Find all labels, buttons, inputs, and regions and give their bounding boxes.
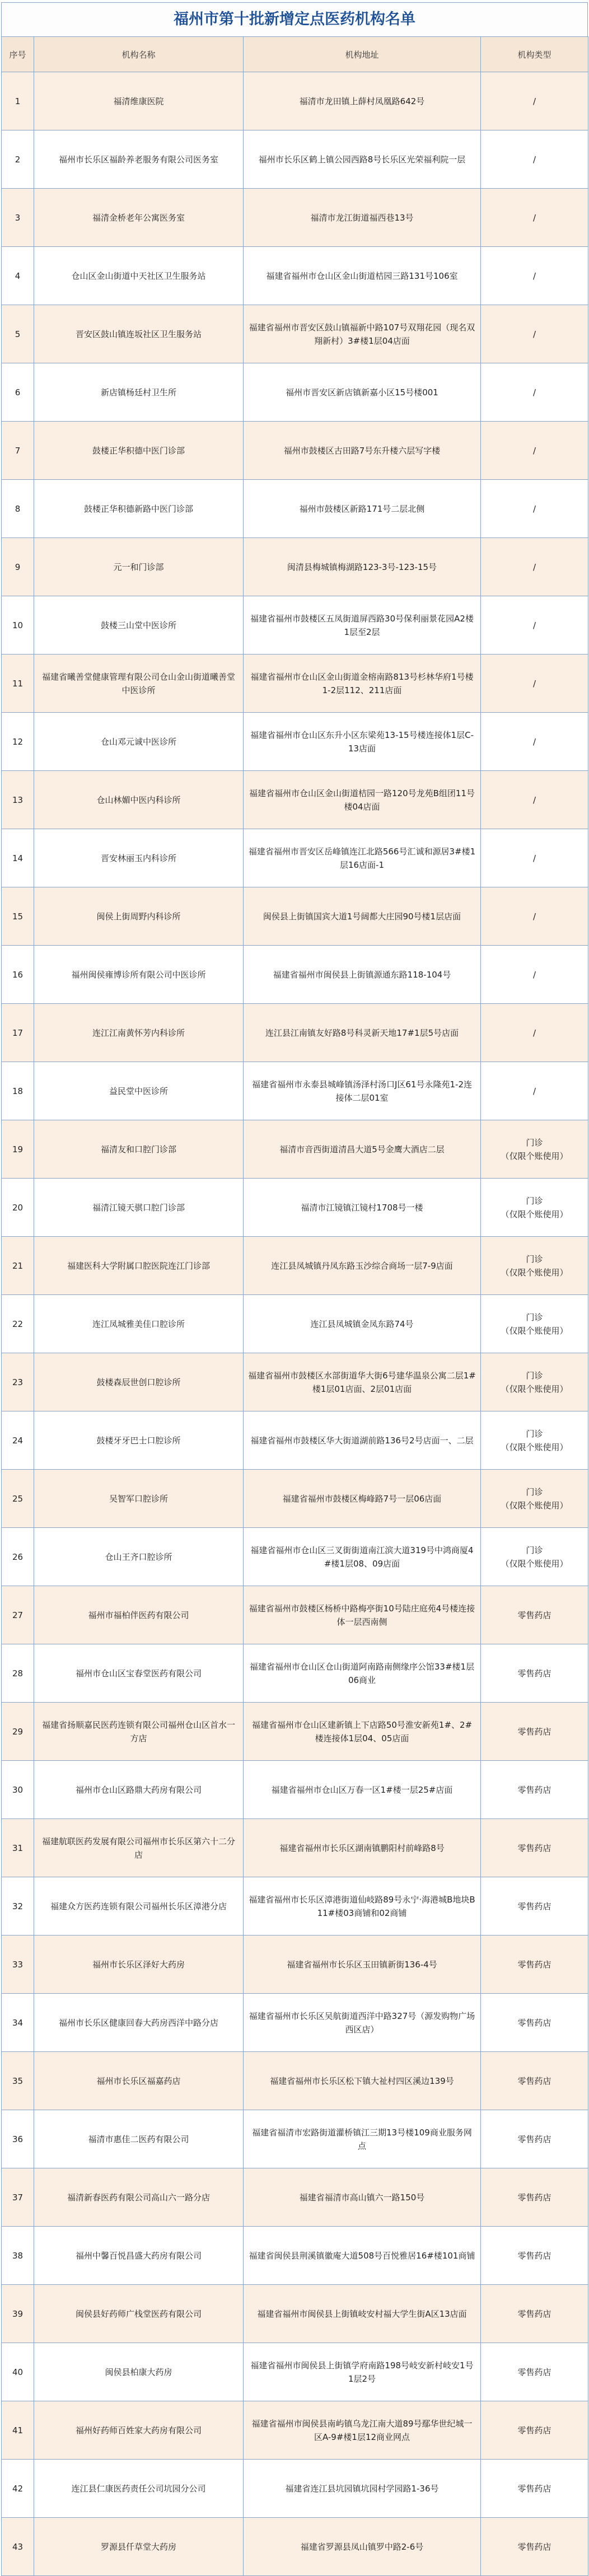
table-row (2, 72, 588, 130)
institution-name: 福州市福柏伴医药有限公司 (34, 1586, 244, 1644)
table-row (2, 1237, 588, 1295)
institution-name: 福州市仓山区宝春堂医药有限公司 (34, 1644, 244, 1703)
institution-name: 福清江镜天骐口腔门诊部 (34, 1179, 244, 1237)
table-row (2, 829, 588, 887)
header-address: 机构地址 (244, 37, 481, 72)
institution-type: 零售药店 (481, 2460, 588, 2518)
institution-name: 福建省扬顺嘉民医药连锁有限公司福州仓山区首水一方店 (34, 1703, 244, 1761)
table-row (2, 887, 588, 946)
institution-type: 门诊 （仅限个账使用） (481, 1237, 588, 1295)
institution-address: 福建省福州市长乐区玉田镇新街136-4号 (244, 1935, 481, 1994)
institution-type: 零售药店 (481, 2168, 588, 2227)
header-name: 机构名称 (34, 37, 244, 72)
row-index: 7 (2, 422, 34, 480)
table-row (2, 2343, 588, 2401)
document (1, 2, 588, 2576)
row-index: 24 (2, 1411, 34, 1470)
institution-type: 门诊 （仅限个账使用） (481, 1528, 588, 1586)
institution-type: 门诊 （仅限个账使用） (481, 1179, 588, 1237)
institution-type: 零售药店 (481, 2343, 588, 2401)
institution-type: 零售药店 (481, 1994, 588, 2052)
institution-address: 福建省连江县坑园镇坑园村学园路1-36号 (244, 2460, 481, 2518)
institution-address: 福建省福州市仓山区金山街道桔园三路131号106室 (244, 247, 481, 305)
institution-address: 福清市音西街道清昌大道5号金鹰大酒店二层 (244, 1120, 481, 1179)
institution-name: 闽侯县柏康大药房 (34, 2343, 244, 2401)
row-index: 5 (2, 305, 34, 363)
institution-address: 福建省福州市闽侯县上街镇岐安村福大学生街A区13店面 (244, 2285, 481, 2343)
institution-type: / (481, 363, 588, 422)
institution-type: / (481, 654, 588, 713)
row-index: 8 (2, 480, 34, 538)
row-index: 41 (2, 2401, 34, 2460)
institution-name: 晋安林丽玉内科诊所 (34, 829, 244, 887)
institution-type: 零售药店 (481, 1819, 588, 1877)
table-row (2, 713, 588, 771)
institution-address: 闽侯县上街镇国宾大道1号阔都大庄园90号楼1层店面 (244, 887, 481, 946)
institution-address: 福建省福州市仓山区万春一区1#楼一层25#店面 (244, 1761, 481, 1819)
institution-type: 门诊 （仅限个账使用） (481, 1353, 588, 1411)
institution-name: 仓山邓元诚中医诊所 (34, 713, 244, 771)
table-row (2, 946, 588, 1004)
table-row (2, 1877, 588, 1935)
row-index: 18 (2, 1062, 34, 1120)
table-row (2, 1120, 588, 1179)
institution-type: 零售药店 (481, 2227, 588, 2285)
institution-address: 福建省闽侯县荆溪镇徽庵大道508号百悦雅居16#楼101商铺 (244, 2227, 481, 2285)
table-row (2, 1703, 588, 1761)
institution-name: 福建航联医药发展有限公司福州市长乐区第六十二分店 (34, 1819, 244, 1877)
table-row (2, 1062, 588, 1120)
row-index: 23 (2, 1353, 34, 1411)
institution-address: 福建省福州市永泰县城峰镇汤泽村汤口J区61号永隆苑1-2连接体二层01室 (244, 1062, 481, 1120)
row-index: 19 (2, 1120, 34, 1179)
institution-type: 零售药店 (481, 1935, 588, 1994)
table-row (2, 2518, 588, 2576)
table-row (2, 130, 588, 189)
institution-name: 闽侯上街周野内科诊所 (34, 887, 244, 946)
row-index: 1 (2, 72, 34, 130)
institution-address: 福建省福州市鼓楼区水部街道华大街6号建华温泉公寓二层1#楼1层01店面、2层01店面 (244, 1353, 481, 1411)
institution-type: 零售药店 (481, 1586, 588, 1644)
institution-address: 连江县凤城镇金凤东路74号 (244, 1295, 481, 1353)
institution-address: 福建省福州市鼓楼区梅峰路7号一层06店面 (244, 1470, 481, 1528)
institution-name: 福州市长乐区泽好大药房 (34, 1935, 244, 1994)
institution-name: 连江县仁康医药责任公司坑园分公司 (34, 2460, 244, 2518)
row-index: 20 (2, 1179, 34, 1237)
table-row (2, 1295, 588, 1353)
table-row (2, 771, 588, 829)
row-index: 10 (2, 596, 34, 654)
institution-name: 福清金桥老年公寓医务室 (34, 189, 244, 247)
row-index: 12 (2, 713, 34, 771)
institution-name: 晋安区鼓山镇连坂社区卫生服务站 (34, 305, 244, 363)
institution-address: 福建省福州市鼓楼区杨桥中路梅亭街10号陆庄庭苑4号楼连接体一层西南侧 (244, 1586, 481, 1644)
row-index: 28 (2, 1644, 34, 1703)
institution-type: / (481, 480, 588, 538)
institution-name: 福建众方医药连锁有限公司福州长乐区漳港分店 (34, 1877, 244, 1935)
row-index: 42 (2, 2460, 34, 2518)
row-index: 11 (2, 654, 34, 713)
institution-name: 福州市仓山区路鼎大药房有限公司 (34, 1761, 244, 1819)
header-type: 机构类型 (481, 37, 588, 72)
institution-name: 鼓楼正华积德中医门诊部 (34, 422, 244, 480)
row-index: 16 (2, 946, 34, 1004)
table-row (2, 538, 588, 596)
institution-name: 福建医科大学附属口腔医院连江门诊部 (34, 1237, 244, 1295)
institution-type: / (481, 713, 588, 771)
table-row (2, 1761, 588, 1819)
institution-type: / (481, 422, 588, 480)
institution-type: / (481, 596, 588, 654)
table-row (2, 2168, 588, 2227)
institution-name: 元一和门诊部 (34, 538, 244, 596)
table-row (2, 1353, 588, 1411)
institution-name: 福州市长乐区健康回春大药房西洋中路分店 (34, 1994, 244, 2052)
institution-name: 福清友和口腔门诊部 (34, 1120, 244, 1179)
institution-type: / (481, 72, 588, 130)
institution-type: / (481, 247, 588, 305)
row-index: 21 (2, 1237, 34, 1295)
institution-address: 福州市鼓楼区古田路7号东升楼六层写字楼 (244, 422, 481, 480)
row-index: 4 (2, 247, 34, 305)
institution-name: 福清维康医院 (34, 72, 244, 130)
institution-type: 门诊 （仅限个账使用） (481, 1411, 588, 1470)
institution-name: 连江凤城雅美佳口腔诊所 (34, 1295, 244, 1353)
institution-name: 福州好药师百姓家大药房有限公司 (34, 2401, 244, 2460)
institution-type: 门诊 （仅限个账使用） (481, 1295, 588, 1353)
row-index: 6 (2, 363, 34, 422)
institution-name: 福州市长乐区福龄养老服务有限公司医务室 (34, 130, 244, 189)
institution-address: 福建省福州市长乐区湖南镇鹏阳村前峰路8号 (244, 1819, 481, 1877)
institution-address: 福建省福州市闽侯县南屿镇乌龙江南大道89号鄢华世纪城一区A-9#楼1层12商业网点 (244, 2401, 481, 2460)
table-row (2, 422, 588, 480)
table-row (2, 247, 588, 305)
table-row (2, 2460, 588, 2518)
institution-type: / (481, 946, 588, 1004)
institution-address: 福建省福州市长乐区漳港街道仙岐路89号永宁·海港城B地块B11#楼03商铺和02商铺 (244, 1877, 481, 1935)
header-index: 序号 (2, 37, 34, 72)
table-row (2, 1411, 588, 1470)
institution-address: 福建省福州市晋安区岳峰镇连江北路566号汇诚和源居3#楼1层16店面-1 (244, 829, 481, 887)
institution-address: 福建省罗源县凤山镇罗中路2-6号 (244, 2518, 481, 2576)
institution-type: 零售药店 (481, 2285, 588, 2343)
institution-type: 门诊 （仅限个账使用） (481, 1120, 588, 1179)
row-index: 3 (2, 189, 34, 247)
institution-type: / (481, 771, 588, 829)
institution-address: 福建省福清市宏路街道灌桥镇江三期13号楼109商业服务网点 (244, 2110, 481, 2168)
institution-address: 闽清县梅城镇梅湖路123-3号-123-15号 (244, 538, 481, 596)
table-row (2, 1935, 588, 1994)
institution-name: 鼓楼森辰世创口腔诊所 (34, 1353, 244, 1411)
institution-type: / (481, 130, 588, 189)
row-index: 36 (2, 2110, 34, 2168)
row-index: 43 (2, 2518, 34, 2576)
row-index: 37 (2, 2168, 34, 2227)
row-index: 9 (2, 538, 34, 596)
table-row (2, 480, 588, 538)
institution-address: 福建省福州市仓山区金山街道金榕南路813号杉林华府1号楼1-2层112、211店面 (244, 654, 481, 713)
institution-type: / (481, 305, 588, 363)
institution-name: 福清市惠佳二医药有限公司 (34, 2110, 244, 2168)
row-index: 38 (2, 2227, 34, 2285)
row-index: 29 (2, 1703, 34, 1761)
institution-address: 福清市龙江街道福西巷13号 (244, 189, 481, 247)
institution-name: 仓山区金山街道中天社区卫生服务站 (34, 247, 244, 305)
institution-name: 鼓楼正华积德新路中医门诊部 (34, 480, 244, 538)
table-row (2, 596, 588, 654)
institution-address: 福建省福州市仓山区东升小区东梁苑13-15号楼连接体1层C-13店面 (244, 713, 481, 771)
table-row (2, 654, 588, 713)
row-index: 33 (2, 1935, 34, 1994)
row-index: 30 (2, 1761, 34, 1819)
institution-type: / (481, 1062, 588, 1120)
institution-type: / (481, 538, 588, 596)
table-row (2, 1994, 588, 2052)
institution-type: 零售药店 (481, 2518, 588, 2576)
institution-type: 零售药店 (481, 2052, 588, 2110)
table-row (2, 189, 588, 247)
institution-table (1, 36, 588, 2576)
institution-name: 罗源县仟草堂大药房 (34, 2518, 244, 2576)
institution-address: 福建省福清市高山镇六一路150号 (244, 2168, 481, 2227)
row-index: 17 (2, 1004, 34, 1062)
institution-name: 福清新春医药有限公司高山六一路分店 (34, 2168, 244, 2227)
institution-name: 仓山王齐口腔诊所 (34, 1528, 244, 1586)
row-index: 39 (2, 2285, 34, 2343)
institution-address: 福建省福州市仓山区三叉街街道南江滨大道319号中鸿商厦4#楼1层08、09店面 (244, 1528, 481, 1586)
institution-name: 闽侯县好药师广栈堂医药有限公司 (34, 2285, 244, 2343)
table-row (2, 363, 588, 422)
row-index: 35 (2, 2052, 34, 2110)
row-index: 26 (2, 1528, 34, 1586)
institution-address: 福建省福州市鼓楼区五凤街道屏西路30号保利丽景花园A2楼1层至2层 (244, 596, 481, 654)
institution-name: 仓山林媚中医内科诊所 (34, 771, 244, 829)
row-index: 32 (2, 1877, 34, 1935)
institution-type: 零售药店 (481, 1877, 588, 1935)
institution-address: 福州市鼓楼区新路171号二层北侧 (244, 480, 481, 538)
institution-address: 福建省福州市仓山区仓山街道阿南路南侧缘序公馆33#楼1层06商业 (244, 1644, 481, 1703)
institution-address: 福建省福州市长乐区松下镇大祉村四区溪边139号 (244, 2052, 481, 2110)
row-index: 14 (2, 829, 34, 887)
institution-address: 福建省福州市闽侯县上街镇源通东路118-104号 (244, 946, 481, 1004)
institution-name: 鼓楼牙牙巴士口腔诊所 (34, 1411, 244, 1470)
institution-name: 新店镇杨廷村卫生所 (34, 363, 244, 422)
institution-type: / (481, 189, 588, 247)
institution-address: 福州市长乐区鹤上镇公园西路8号长乐区光荣福利院一层 (244, 130, 481, 189)
institution-type: 零售药店 (481, 2110, 588, 2168)
table-row (2, 1179, 588, 1237)
institution-name: 福建省曦善堂健康管理有限公司仓山金山街道曦善堂中医诊所 (34, 654, 244, 713)
institution-address: 福建省福州市长乐区吴航街道西洋中路327号（源发购物广场西区店） (244, 1994, 481, 2052)
institution-type: / (481, 829, 588, 887)
table-row (2, 1528, 588, 1586)
institution-address: 福建省福州市晋安区鼓山镇福新中路107号双翔花园（现名双翔新村）3#楼1层04店面 (244, 305, 481, 363)
table-row (2, 1004, 588, 1062)
row-index: 34 (2, 1994, 34, 2052)
institution-name: 益民堂中医诊所 (34, 1062, 244, 1120)
institution-type: 门诊 （仅限个账使用） (481, 1470, 588, 1528)
institution-type: 零售药店 (481, 1644, 588, 1703)
institution-name: 福州闽侯雍博诊所有限公司中医诊所 (34, 946, 244, 1004)
table-row (2, 2285, 588, 2343)
institution-address: 福建省福州市鼓楼区华大街道湖前路136号2号店面一、二层 (244, 1411, 481, 1470)
institution-type: 零售药店 (481, 1703, 588, 1761)
table-row (2, 2052, 588, 2110)
institution-name: 鼓楼三山堂中医诊所 (34, 596, 244, 654)
institution-type: 零售药店 (481, 1761, 588, 1819)
row-index: 25 (2, 1470, 34, 1528)
table-row (2, 1819, 588, 1877)
table-row (2, 2110, 588, 2168)
row-index: 31 (2, 1819, 34, 1877)
table-row (2, 2401, 588, 2460)
institution-address: 福建省福州市仓山区金山街道桔园一路120号龙苑B组团11号楼04店面 (244, 771, 481, 829)
table-body (2, 72, 588, 2576)
institution-type: / (481, 1004, 588, 1062)
row-index: 22 (2, 1295, 34, 1353)
row-index: 27 (2, 1586, 34, 1644)
row-index: 2 (2, 130, 34, 189)
table-row (2, 1586, 588, 1644)
institution-name: 连江江南黄怀芳内科诊所 (34, 1004, 244, 1062)
institution-name: 福州市长乐区福嘉药店 (34, 2052, 244, 2110)
institution-name: 吴智军口腔诊所 (34, 1470, 244, 1528)
institution-address: 福州市晋安区新店镇新嘉小区15号楼001 (244, 363, 481, 422)
table-row (2, 1470, 588, 1528)
institution-name: 福州中馨百悦昌盛大药房有限公司 (34, 2227, 244, 2285)
row-index: 40 (2, 2343, 34, 2401)
institution-address: 福清市江镜镇江镜村1708号一楼 (244, 1179, 481, 1237)
institution-address: 连江县凤城镇丹凤东路玉沙综合商场一层7-9店面 (244, 1237, 481, 1295)
table-row (2, 305, 588, 363)
institution-type: 零售药店 (481, 2401, 588, 2460)
row-index: 13 (2, 771, 34, 829)
table-row (2, 2227, 588, 2285)
page-title: 福州市第十批新增定点医药机构名单 (1, 2, 588, 36)
table-header-row (2, 37, 588, 72)
row-index: 15 (2, 887, 34, 946)
institution-address: 福建省福州市闽侯县上街镇学府南路198号岐安新村岐安1号1层2号 (244, 2343, 481, 2401)
institution-address: 连江县江南镇友好路8号科灵新天地17#1层5号店面 (244, 1004, 481, 1062)
institution-type: / (481, 887, 588, 946)
institution-address: 福建省福州市仓山区建新镇上下店路50号淮安新苑1#、2#楼连接体1层04、05店面 (244, 1703, 481, 1761)
table-row (2, 1644, 588, 1703)
institution-address: 福清市龙田镇上薛村凤凰路642号 (244, 72, 481, 130)
